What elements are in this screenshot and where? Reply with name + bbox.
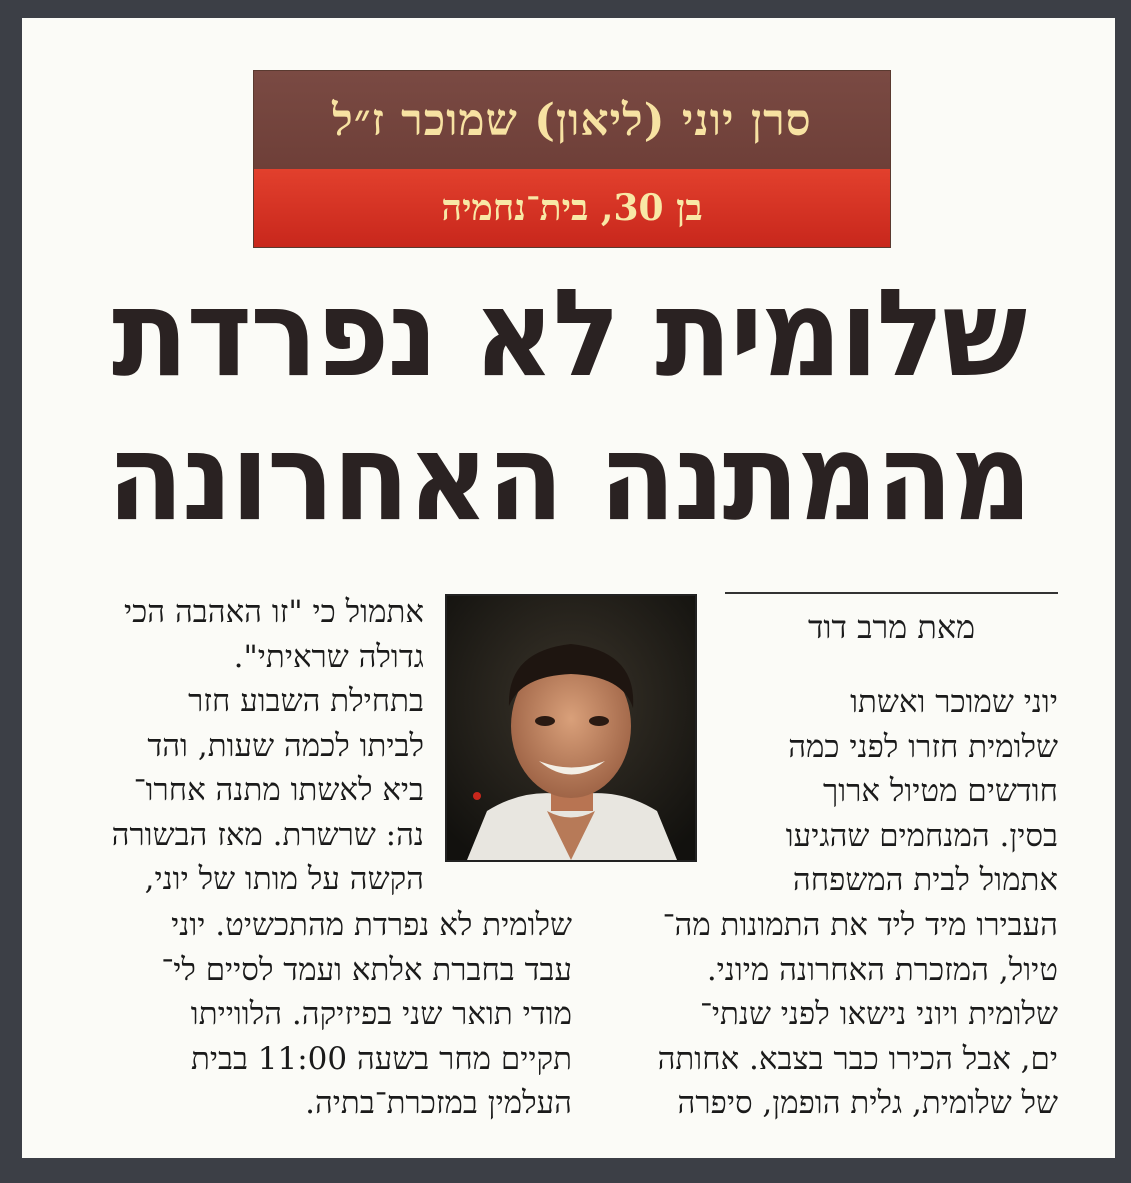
newspaper-clipping bbox=[22, 18, 1115, 1158]
byline: מאת מרב דוד bbox=[807, 608, 976, 646]
article-line: של שלומית, גלית הופמן, סיפרה bbox=[677, 1085, 1058, 1121]
article-line: גדולה שראיתי". bbox=[233, 638, 424, 675]
byline-rule bbox=[725, 592, 1058, 594]
kicker-name-band bbox=[254, 71, 890, 169]
portrait-image bbox=[447, 596, 695, 860]
article-line: שלומית ויוני נישאו לפני שנתי־ bbox=[700, 996, 1058, 1032]
article-line: העבירו מיד ליד את התמונות מה־ bbox=[662, 907, 1058, 943]
article-line: שלומית חזרו לפני כמה bbox=[788, 728, 1058, 765]
article-column-left-bottom bbox=[72, 903, 572, 1126]
portrait-photo bbox=[445, 594, 697, 862]
article-line: יוני שמוכר ואשתו bbox=[850, 684, 1058, 720]
kicker-age-band bbox=[254, 169, 890, 247]
kicker-name: סרן יוני (ליאון) שמוכר ז״ל bbox=[332, 94, 812, 146]
article-line: בסין. המנחמים שהגיעו bbox=[785, 817, 1058, 854]
article-line: אתמול כי "זו האהבה הכי bbox=[124, 594, 424, 630]
article-column-left-top bbox=[72, 590, 424, 902]
article-line: חודשים מטיול ארוך bbox=[823, 773, 1058, 809]
article-line: טיול, המזכרת האחרונה מיוני. bbox=[706, 951, 1058, 988]
article-column-right-bottom bbox=[600, 903, 1058, 1126]
article-column-right-top bbox=[725, 680, 1058, 903]
article-line: הקשה על מותו של יוני, bbox=[144, 861, 424, 897]
kicker-box bbox=[253, 70, 891, 248]
article-line: עבד בחברת אלתא ועמד לסיים לי־ bbox=[161, 951, 572, 988]
headline-line-1: שלומית לא נפרדת bbox=[111, 263, 1026, 405]
article-line: מודי תואר שני בפיזיקה. הלווייתו bbox=[190, 996, 572, 1032]
article-line: אתמול לבית המשפחה bbox=[792, 862, 1058, 898]
article-line: תקיים מחר בשעה 11:00 בבית bbox=[191, 1040, 572, 1077]
article-line: ים, אבל הכירו כבר בצבא. אחותה bbox=[657, 1040, 1058, 1077]
article-line: העלמין במזכרת־בתיה. bbox=[305, 1085, 572, 1121]
article-line: בתחילת השבוע חזר bbox=[188, 683, 424, 719]
article-line: לביתו לכמה שעות, והד bbox=[147, 727, 424, 764]
headline-line-2: מהמתנה האחרונה bbox=[106, 407, 1031, 549]
article-line: נה: שרשרת. מאז הבשורה bbox=[111, 816, 424, 853]
article-line: ביא לאשתו מתנה אחרו־ bbox=[133, 772, 424, 808]
article-line: שלומית לא נפרדת מהתכשיט. יוני bbox=[171, 907, 572, 943]
kicker-age-place: בן 30, בית־נחמיה bbox=[441, 187, 703, 229]
